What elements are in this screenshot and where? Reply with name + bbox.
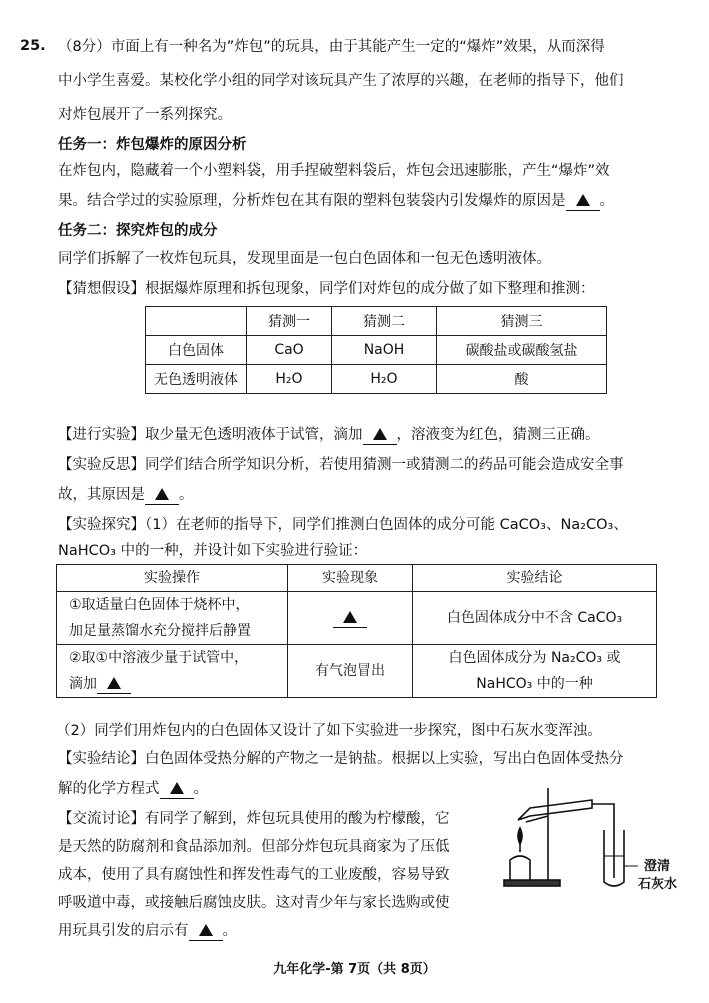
delivery-tube <box>592 804 614 878</box>
discussion-line-3: 成本，使用了具有腐蚀性和挥发性毒气的工业废酸，容易导致 <box>58 867 450 883</box>
test-tube <box>518 800 592 820</box>
op2-text: 滴加 <box>69 676 97 692</box>
task1-line-2 <box>58 184 670 218</box>
answer-blank-4[interactable] <box>333 609 367 628</box>
op1-line-2: 加足量蒸馏水充分搅拌后静置 <box>69 623 251 639</box>
task2-line-1: 同学们拆解了一枚炸包玩具，发现里面是一包白色固体和一包无色透明液体。 <box>58 251 551 267</box>
table-row <box>57 592 657 645</box>
conclusion-line-1: 【实验结论】白色固体受热分解的产物之一是钠盐。根据以上实验，写出白色固体受热分 <box>58 751 624 767</box>
answer-blank-5[interactable] <box>97 675 131 694</box>
intro-line-1: （8分）市面上有一种名为”炸包”的玩具，由于其能产生一定的“爆炸”效果，从而深得 <box>58 39 605 55</box>
discussion-line-4: 呼吸道中毒，或接触后腐蚀皮肤。这对青少年与家长选购或使 <box>58 895 450 911</box>
op2-line-2 <box>69 671 281 697</box>
question-number: 25. <box>20 38 46 54</box>
answer-blank-1[interactable] <box>566 192 600 211</box>
experiment-text-b: ，溶液变为红色，猜测三正确。 <box>396 427 600 443</box>
table-cell: 有气泡冒出 <box>288 645 413 698</box>
task2-heading: 任务二：探究炸包的成分 <box>58 223 218 239</box>
reflection-line-2 <box>58 478 670 512</box>
triangle-icon <box>373 428 387 440</box>
table-cell: 碳酸盐或碳酸氢盐 <box>437 336 607 365</box>
table-cell <box>413 645 657 698</box>
experiment-text-a: 【进行实验】取少量无色透明液体于试管，滴加 <box>58 427 363 443</box>
triangle-icon <box>343 611 357 623</box>
table-cell: 猜测一 <box>247 307 332 336</box>
limewater-label-2: 石灰水 <box>638 877 678 892</box>
table-header-cell: 实验现象 <box>288 565 413 592</box>
verification-table <box>56 564 657 698</box>
table-cell: NaOH <box>332 336 437 365</box>
table-row <box>57 645 657 698</box>
table-row <box>57 565 657 592</box>
reflection-text: 故，其原因是 <box>58 487 145 503</box>
hypothesis-line: 【猜想假设】根据爆炸原理和拆包现象，同学们对炸包的成分做了如下整理和推测： <box>58 281 595 297</box>
alcohol-lamp <box>510 856 530 880</box>
table-cell: 猜测三 <box>437 307 607 336</box>
answer-blank-6[interactable] <box>160 780 194 799</box>
task1-heading: 任务一：炸包爆炸的原因分析 <box>58 137 247 153</box>
part2-line: （2）同学们用炸包内的白色固体又设计了如下实验进一步探究，图中石灰水变浑浊。 <box>56 723 602 739</box>
conclusion-end: 。 <box>193 781 208 797</box>
table-cell: H₂O <box>247 365 332 394</box>
table-cell: CaO <box>247 336 332 365</box>
table-cell: 白色固体成分中不含 CaCO₃ <box>413 592 657 645</box>
reflection-end: 。 <box>179 487 194 503</box>
experiment-line <box>58 418 670 452</box>
table-header-cell: 实验操作 <box>57 565 288 592</box>
flame-icon <box>518 828 522 844</box>
table-row <box>146 336 607 365</box>
discussion-line-5 <box>58 914 478 948</box>
table-cell <box>57 592 288 645</box>
conclusion-text: 解的化学方程式 <box>58 781 160 797</box>
stand-base <box>504 880 560 886</box>
triangle-icon <box>107 677 121 689</box>
task1-line-1: 在炸包内，隐藏着一个小塑料袋，用手捏破塑料袋后，炸包会迅速膨胀，产生“爆炸”效 <box>58 163 610 179</box>
explore-line-2: NaHCO₃ 中的一种，并设计如下实验进行验证： <box>58 543 368 559</box>
task1-line-2-text: 果。结合学过的实验原理，分析炸包在其有限的塑料包装袋内引发爆炸的原因是 <box>58 193 566 209</box>
con2-line-2: NaHCO₃ 中的一种 <box>476 676 593 692</box>
hypothesis-table <box>145 306 607 394</box>
triangle-icon <box>155 488 169 500</box>
triangle-icon <box>576 194 590 206</box>
table-cell: 无色透明液体 <box>146 365 247 394</box>
page-footer: 九年化学-第 7页（共 8页） <box>273 962 436 977</box>
triangle-icon <box>199 924 213 936</box>
table-cell: 猜测二 <box>332 307 437 336</box>
heating-apparatus-figure <box>496 782 656 892</box>
discussion-text: 用玩具引发的启示有 <box>58 923 189 939</box>
intro-line-3: 对炸包展开了一系列探究。 <box>58 107 232 123</box>
table-cell <box>146 307 247 336</box>
discussion-line-2: 是天然的防腐剂和食品添加剂。但部分炸包玩具商家为了压低 <box>58 839 450 855</box>
reflection-line-1: 【实验反思】同学们结合所学知识分析，若使用猜测一或猜测二的药品可能会造成安全事 <box>58 457 624 473</box>
op1-line-1: ①取适量白色固体于烧杯中， <box>69 597 250 613</box>
answer-blank-2[interactable] <box>363 426 397 445</box>
answer-blank-7[interactable] <box>189 922 223 941</box>
explore-line-1: 【实验探究】（1）在老师的指导下，同学们推测白色固体的成分可能 CaCO₃、Na₂CO₃、 <box>58 517 628 533</box>
limewater-label-1: 澄清 <box>644 859 671 874</box>
table-cell <box>288 592 413 645</box>
table-cell: 酸 <box>437 365 607 394</box>
task1-line-2-end: 。 <box>599 193 614 209</box>
table-cell: H₂O <box>332 365 437 394</box>
table-row <box>146 365 607 394</box>
discussion-end: 。 <box>222 923 237 939</box>
triangle-icon <box>170 782 184 794</box>
intro-line-2: 中小学生喜爱。某校化学小组的同学对该玩具产生了浓厚的兴趣，在老师的指导下，他们 <box>58 73 624 89</box>
discussion-line-1: 【交流讨论】有同学了解到，炸包玩具使用的酸为柠檬酸，它 <box>58 811 450 827</box>
con2-line-1: 白色固体成分为 Na₂CO₃ 或 <box>448 650 621 666</box>
op2-line-1: ②取①中溶液少量于试管中， <box>69 650 249 666</box>
table-cell: 白色固体 <box>146 336 247 365</box>
answer-blank-3[interactable] <box>145 486 179 505</box>
table-row <box>146 307 607 336</box>
table-header-cell: 实验结论 <box>413 565 657 592</box>
table-cell <box>57 645 288 698</box>
